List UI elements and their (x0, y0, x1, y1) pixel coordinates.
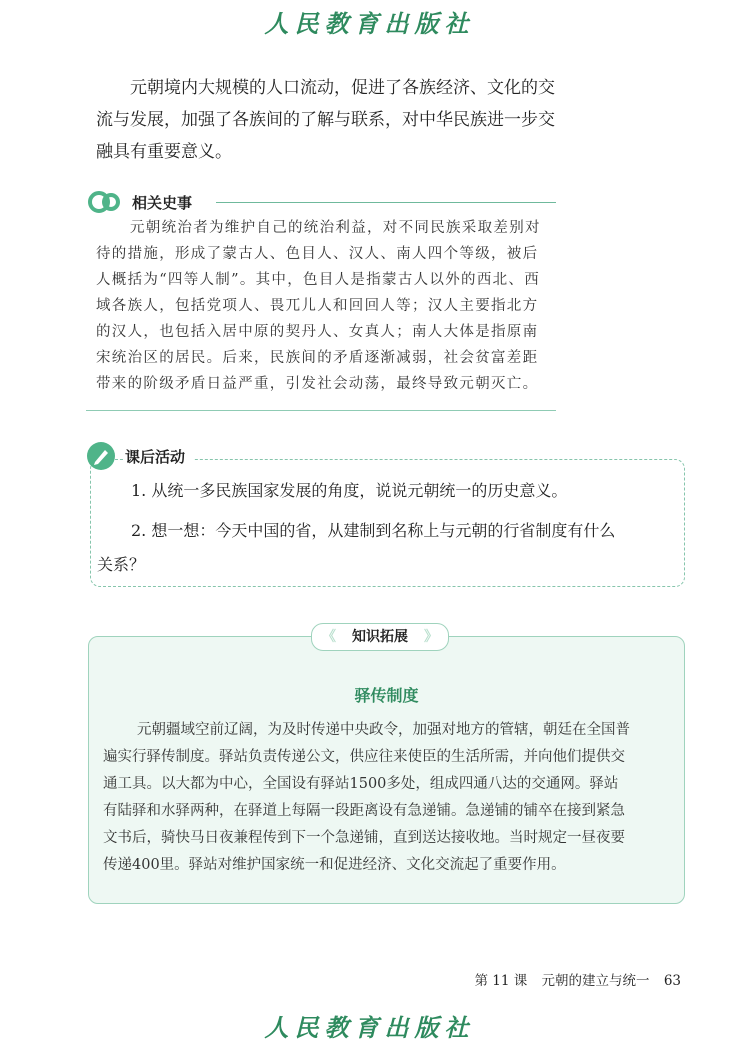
text-line: 带来的阶级矛盾日益严重，引发社会动荡，最终导致元朝灭亡。 (96, 376, 539, 392)
knowledge-extension-box (88, 629, 685, 904)
question-2-cont: 关系？ (97, 555, 146, 574)
text-line: 宋统治区的居民。后来，民族间的矛盾逐渐减弱，社会贫富差距 (96, 350, 539, 366)
text-line: 人概括为“四等人制”。其中，色目人是指蒙古人以外的西北、西 (96, 272, 541, 288)
related-history-title: 相关史事 (132, 194, 193, 212)
activity-questions (97, 474, 677, 582)
question-1: 1. 从统一多民族国家发展的角度，说说元朝统一的历史意义。 (131, 481, 568, 500)
divider (216, 202, 556, 203)
related-history-box (86, 188, 556, 411)
lesson-number: 第 11 课 (474, 973, 528, 989)
related-history-icon (88, 188, 122, 216)
knowledge-tab (311, 623, 449, 651)
text-line: 待的措施，形成了蒙古人、色目人、汉人、南人四个等级，被后 (96, 246, 539, 262)
after-class-activity-box (90, 448, 685, 587)
intro-paragraph (96, 72, 556, 168)
knowledge-text (103, 717, 673, 879)
text-line: 文书后，骑快马日夜兼程传到下一个急递铺，直到送达接收地。当时规定一昼夜要 (103, 830, 625, 846)
page-number: 63 (663, 973, 681, 989)
text-line: 的汉人，也包括入居中原的契丹人、女真人；南人大体是指原南 (96, 324, 539, 340)
lesson-title: 元朝的建立与统一 (541, 973, 650, 989)
question-2: 2. 想一想：今天中国的省，从建制到名称上与元朝的行省制度有什么 (131, 521, 616, 540)
knowledge-tab-label: 知识拓展 (352, 629, 408, 645)
knowledge-title: 驿传制度 (354, 686, 419, 705)
chevron-right-icon: 》 (424, 629, 438, 645)
text-line: 通工具。以大都为中心，全国设有驿站1500多处，组成四通八达的交通网。驿站 (103, 776, 619, 792)
pencil-icon (87, 442, 115, 470)
related-history-text (96, 215, 556, 397)
text-line: 融具有重要意义。 (96, 142, 232, 162)
chevron-left-icon: 《 (322, 629, 336, 645)
publisher-logo: 人民教育出版社 (264, 9, 475, 38)
page-footer (464, 969, 681, 989)
text-line: 传递400里。驿站对维护国家统一和促进经济、文化交流起了重要作用。 (103, 857, 566, 873)
text-line: 元朝疆域空前辽阔，为及时传递中央政令，加强对地方的管辖，朝廷在全国普 (137, 722, 630, 738)
publisher-logo-bottom: 人民教育出版社 (264, 1013, 475, 1042)
text-line: 元朝境内大规模的人口流动，促进了各族经济、文化的交 (130, 78, 555, 98)
text-line: 域各族人，包括党项人、畏兀儿人和回回人等；汉人主要指北方 (96, 298, 539, 314)
text-line: 有陆驿和水驿两种，在驿道上每隔一段距离设有急递铺。急递铺的铺卒在接到紧急 (103, 803, 625, 819)
text-line: 流与发展，加强了各族间的了解与联系，对中华民族进一步交 (96, 110, 555, 130)
text-line: 遍实行驿传制度。驿站负责传递公文，供应往来使臣的生活所需，并向他们提供交 (103, 749, 625, 765)
activity-title: 课后活动 (125, 446, 193, 467)
text-line: 元朝统治者为维护自己的统治利益，对不同民族采取差别对 (130, 220, 541, 236)
